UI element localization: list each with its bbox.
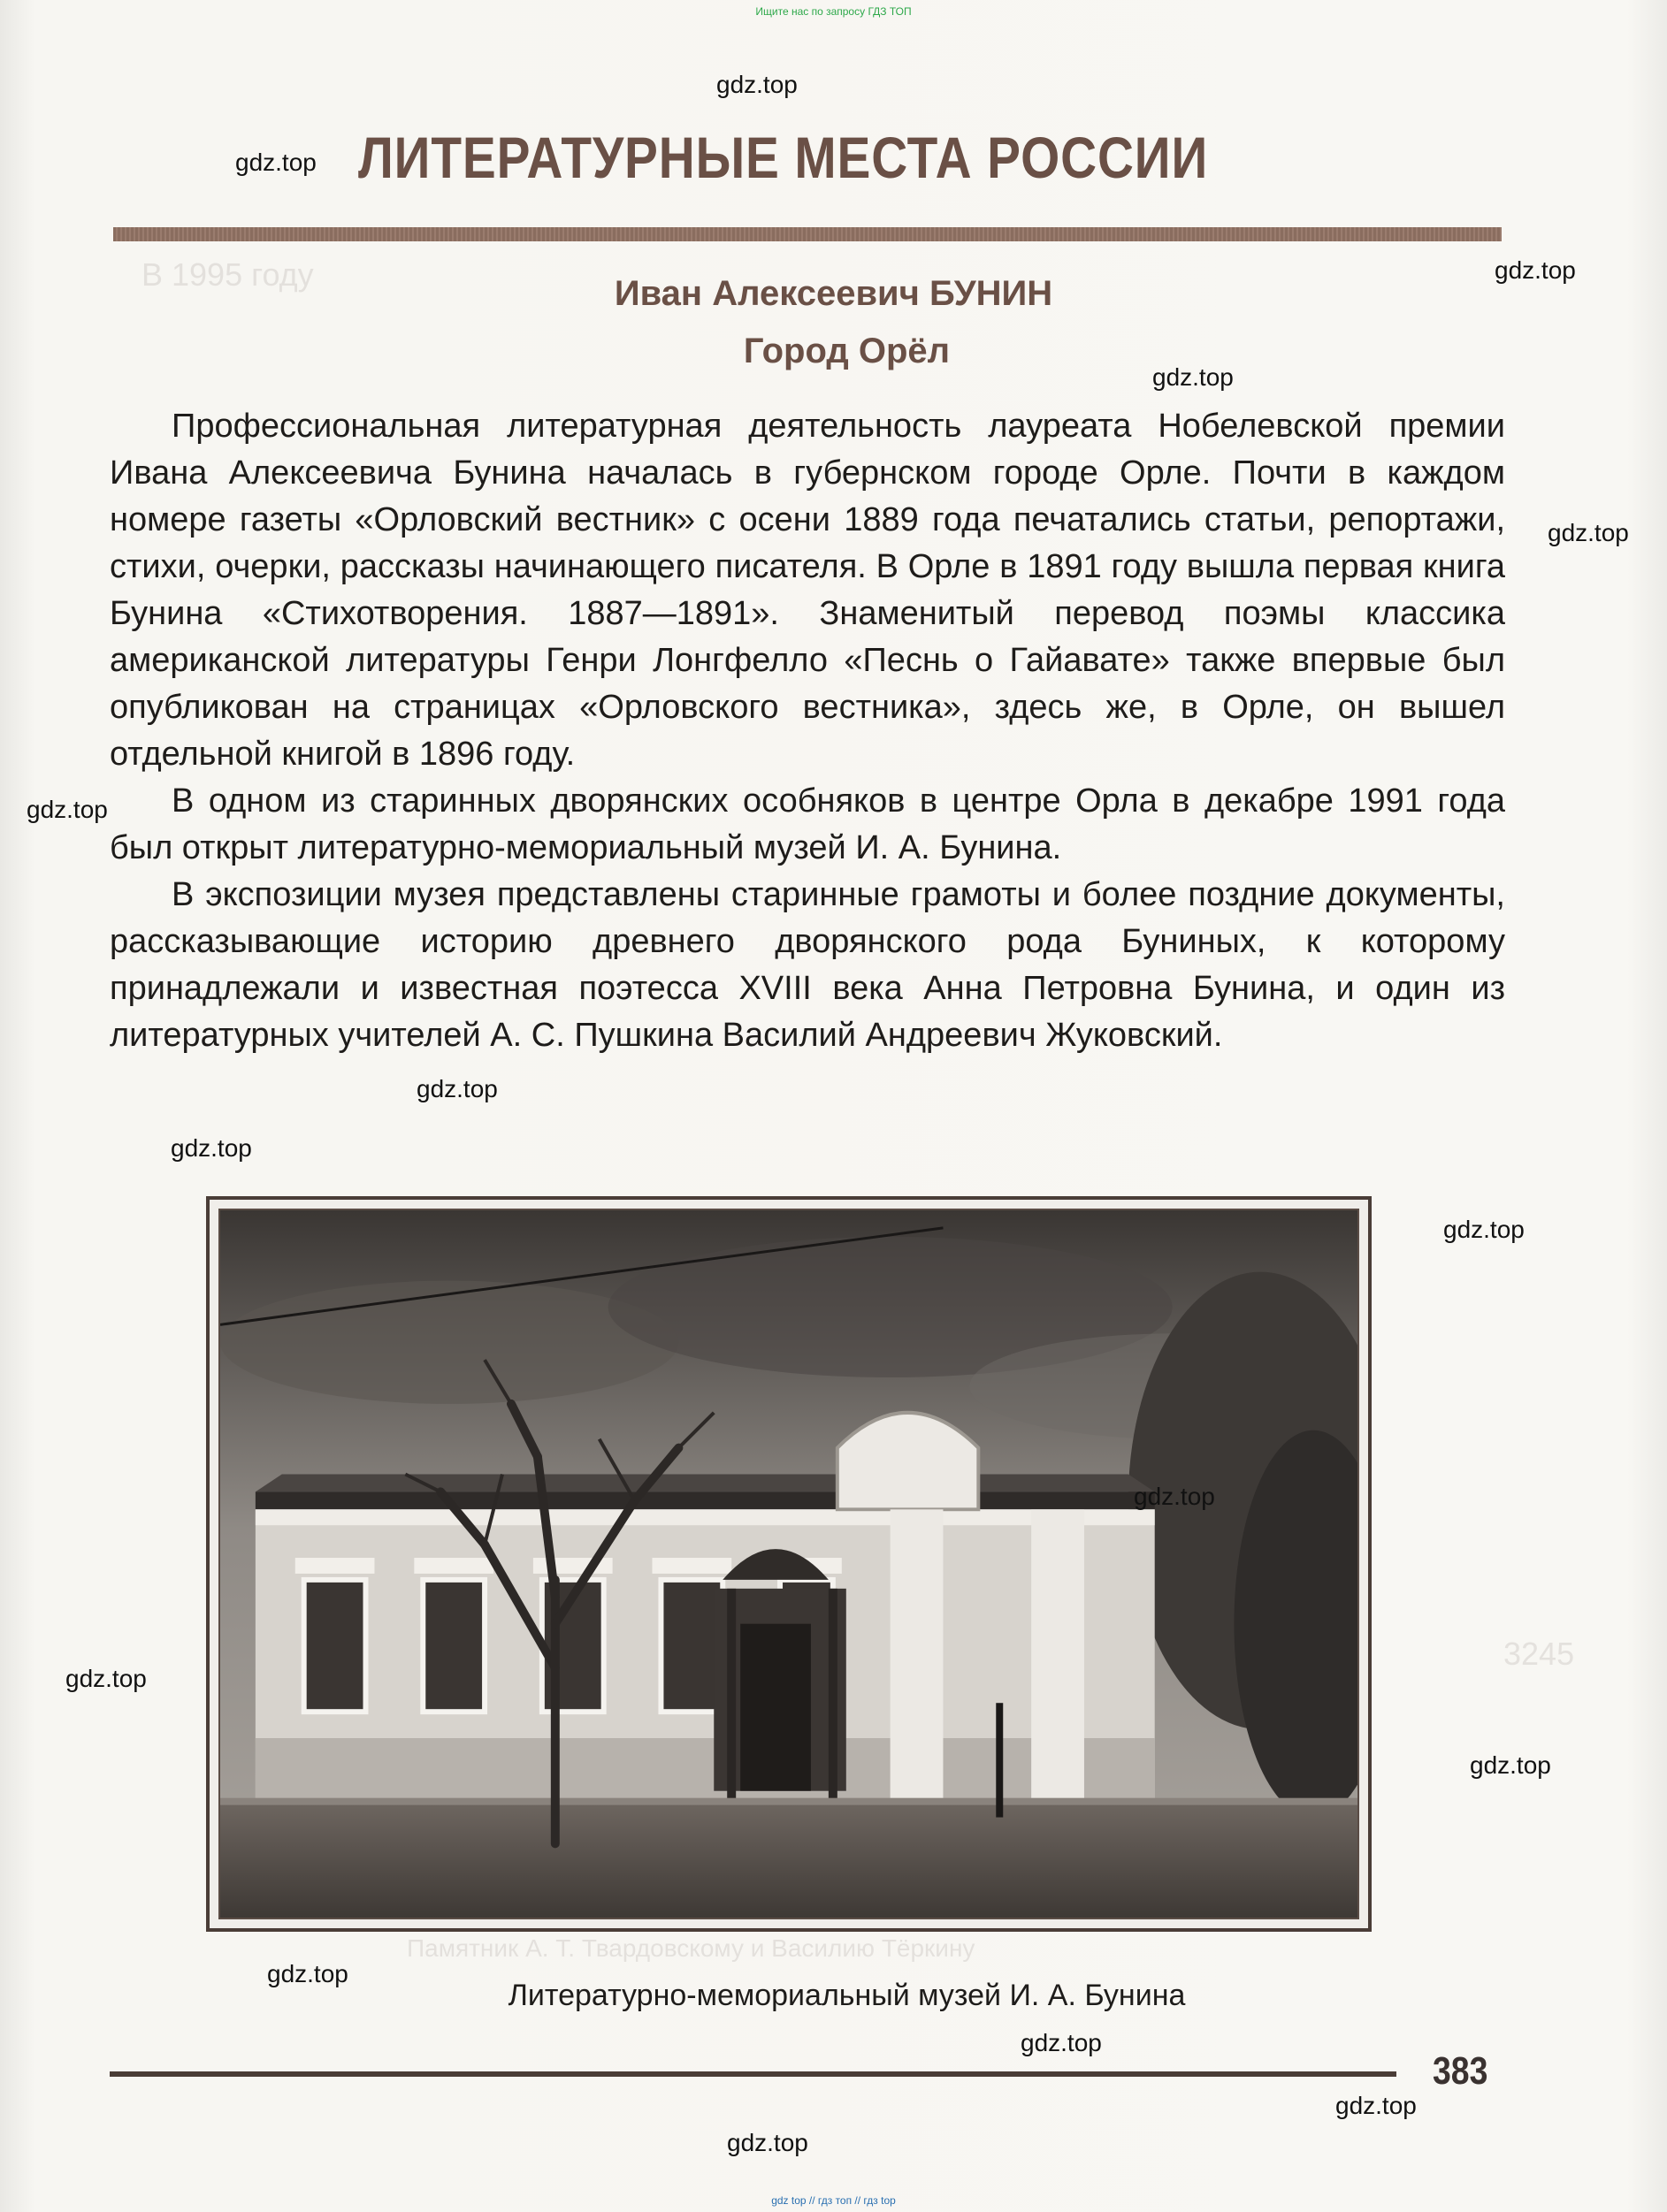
watermark: gdz.top — [1021, 2029, 1102, 2056]
watermark: gdz.top — [235, 149, 317, 176]
paragraph: В одном из старинных дворянских особняков в центре Орла в декабре 1991 года был открыт литературно-мемориальный музей И. А. Бунина. — [110, 782, 1505, 866]
watermark: gdz.top — [65, 1665, 147, 1692]
watermark: gdz.top — [1470, 1751, 1551, 1779]
watermark: gdz.top — [1152, 363, 1234, 391]
city-subtitle: Город Орёл — [743, 332, 951, 370]
page-heading: ЛИТЕРАТУРНЫЕ МЕСТА РОССИИ — [358, 125, 1209, 190]
watermark: gdz.top — [727, 2129, 808, 2156]
show-through-text: Памятник А. Т. Твардовскому и Василию Тёркину — [407, 1934, 975, 1962]
show-through-text: В 1995 году — [141, 256, 314, 293]
watermark: gdz.top — [1134, 1483, 1215, 1510]
heading-divider — [113, 227, 1502, 241]
article-body — [110, 403, 1505, 1059]
top-banner[interactable]: Ищите нас по запросу ГДЗ ТОП — [755, 5, 912, 18]
watermark: gdz.top — [27, 796, 108, 823]
watermark: gdz.top — [1335, 2092, 1417, 2119]
museum-photo — [218, 1209, 1359, 1919]
photo-caption: Литературно-мемориальный музей И. А. Бунина — [508, 1979, 1186, 2012]
watermark: gdz.top — [716, 71, 798, 98]
watermark: gdz.top — [1495, 256, 1576, 284]
watermark: gdz.top — [1443, 1216, 1525, 1243]
watermark: gdz.top — [1548, 519, 1629, 546]
page-number: 383 — [1433, 2049, 1488, 2093]
footer-divider — [110, 2071, 1396, 2077]
watermark: gdz.top — [417, 1075, 498, 1102]
paragraph: В экспозиции музея представлены старинные грамоты и более поздние документы, рассказывающие историю древнего дворянского рода Буниных, к которому принадлежали и известная поэтесса XVIII века Анна Петровна Бунина, и один из литературных учителей А. С. Пушкина Василий Андреевич Жуковский. — [110, 876, 1505, 1054]
museum-photo-frame — [206, 1196, 1372, 1932]
watermark: gdz.top — [171, 1134, 252, 1162]
bottom-banner[interactable]: gdz top // гдз топ // гдз top — [771, 2194, 896, 2207]
museum-building-image — [220, 1210, 1357, 1918]
paragraph: Профессиональная литературная деятельность лауреата Нобелевской премии Ивана Алексеевича Бунина началась в губернском городе Орле. Почти в каждом номере газеты «Орловский вестник» с осени 1889 года печатались статьи, репортажи, стихи, очерки, рассказы начинающего писателя. В Орле в 1891 году вышла первая книга Бунина «Стихотворения. 1887—1891». Знаменитый перевод поэмы классика американской литературы Генри Лонгфелло «Песнь о Гайавате» также впервые был опубликован на страницах «Орловского вестника», здесь же, в Орле, он вышел отдельной книгой в 1896 году. — [110, 408, 1505, 773]
author-title: Иван Алексеевич БУНИН — [614, 274, 1053, 313]
show-through-text: 3245 — [1503, 1636, 1575, 1672]
watermark: gdz.top — [267, 1960, 348, 1987]
